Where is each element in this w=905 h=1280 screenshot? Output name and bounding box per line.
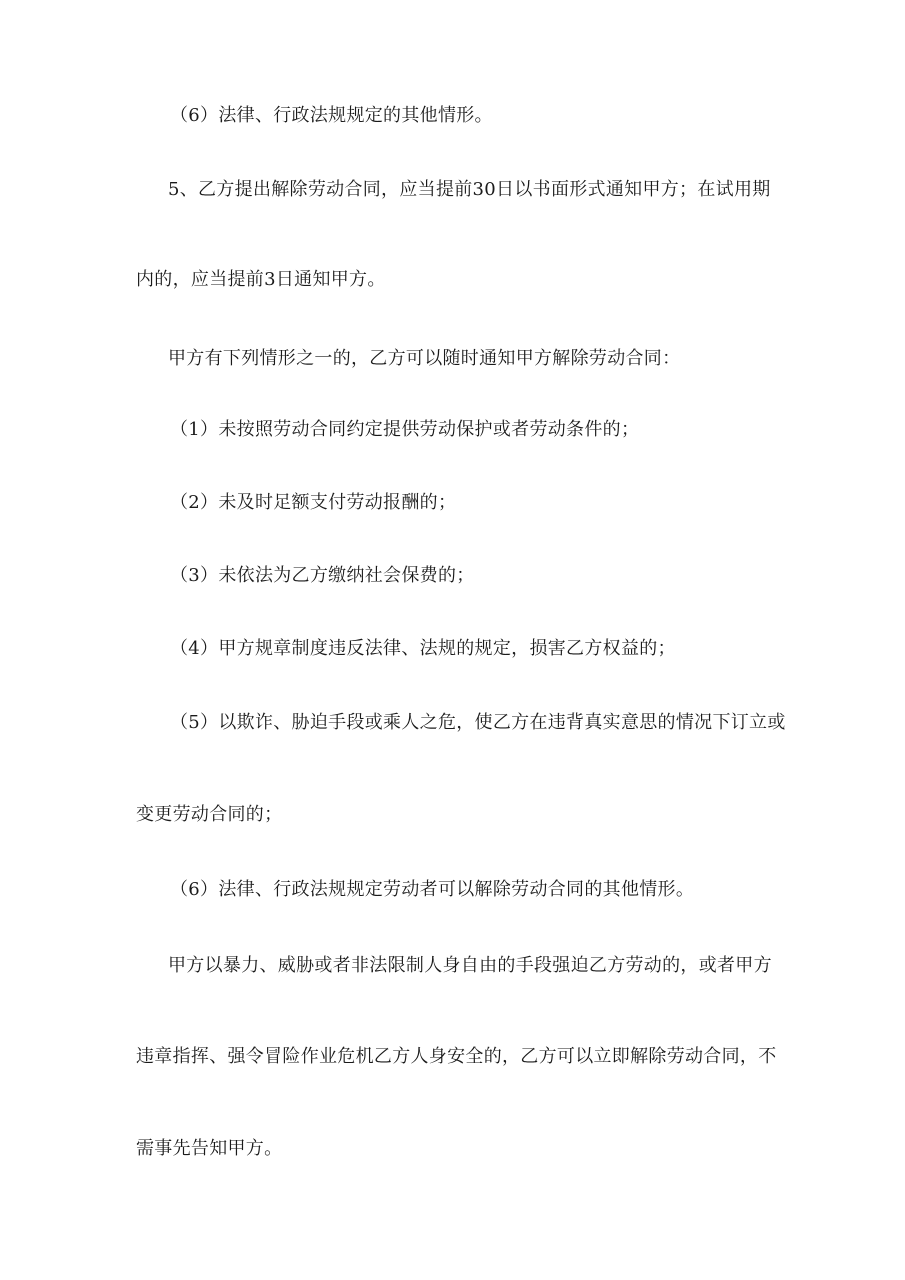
immediate-termination-line-3: 需事先告知甲方。 (136, 1138, 283, 1159)
situation-item-1: （1）未按照劳动合同约定提供劳动保护或者劳动条件的； (170, 419, 640, 440)
clause-5-line-1: 5、乙方提出解除劳动合同，应当提前30日以书面形式通知甲方；在试用期 (168, 179, 771, 200)
situation-item-5-line-1: （5）以欺诈、胁迫手段或乘人之危，使乙方在违背真实意思的情况下订立或 (170, 712, 786, 733)
immediate-termination-line-2: 违章指挥、强令冒险作业危机乙方人身安全的，乙方可以立即解除劳动合同，不 (136, 1046, 777, 1067)
situation-item-6: （6）法律、行政法规规定劳动者可以解除劳动合同的其他情形。 (170, 879, 695, 900)
clause-5-line-2: 内的，应当提前3日通知甲方。 (136, 269, 386, 290)
situation-item-5-line-2: 变更劳动合同的； (136, 804, 283, 825)
employer-situations-intro: 甲方有下列情形之一的，乙方可以随时通知甲方解除劳动合同： (168, 348, 681, 369)
clause-item-6-other: （6）法律、行政法规规定的其他情形。 (170, 105, 493, 126)
situation-item-4: （4）甲方规章制度违反法律、法规的规定，损害乙方权益的； (170, 638, 676, 659)
situation-item-2: （2）未及时足额支付劳动报酬的； (170, 492, 457, 513)
immediate-termination-line-1: 甲方以暴力、威胁或者非法限制人身自由的手段强迫乙方劳动的，或者甲方 (168, 955, 772, 976)
situation-item-3: （3）未依法为乙方缴纳社会保费的； (170, 565, 475, 586)
